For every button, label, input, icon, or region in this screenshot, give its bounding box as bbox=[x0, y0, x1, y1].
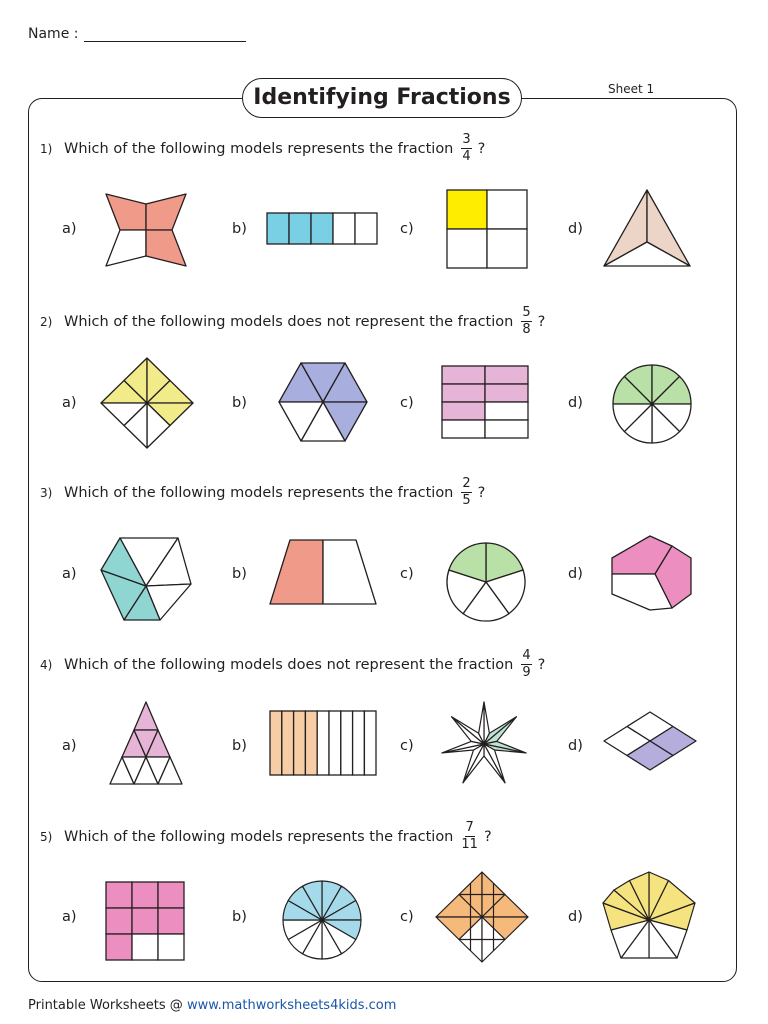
q4-option-d-label: d) bbox=[568, 738, 583, 754]
q3-hexagon-model[interactable] bbox=[608, 532, 694, 612]
question-2 bbox=[40, 306, 545, 337]
q4-rhombus-model[interactable] bbox=[602, 710, 698, 772]
q1-option-b-label: b) bbox=[232, 221, 247, 237]
q3-option-b-label: b) bbox=[232, 566, 247, 582]
question-mark: ? bbox=[483, 828, 492, 845]
q3-trapezoid-model[interactable] bbox=[268, 538, 378, 606]
fraction bbox=[521, 649, 531, 680]
q1-bar-model[interactable] bbox=[266, 212, 380, 246]
name-label: Name : bbox=[28, 26, 79, 42]
q4-option-a-label: a) bbox=[62, 738, 77, 754]
q5-option-a-label: a) bbox=[62, 909, 77, 925]
footer-site-link[interactable]: www.mathworksheets4kids.com bbox=[186, 998, 397, 1013]
question-text: Which of the following models represents the fraction bbox=[64, 484, 454, 501]
fraction bbox=[461, 477, 471, 508]
question-5 bbox=[40, 821, 492, 852]
q2-option-c-label: c) bbox=[400, 395, 414, 411]
worksheet-title: Identifying Fractions bbox=[242, 78, 522, 118]
question-mark: ? bbox=[537, 313, 546, 330]
fraction-denominator: 5 bbox=[462, 493, 471, 508]
q5-diamond-model[interactable] bbox=[434, 870, 530, 964]
question-text: Which of the following models represents the fraction bbox=[64, 140, 454, 157]
question-3 bbox=[40, 477, 485, 508]
q3-pentagon-model[interactable] bbox=[98, 534, 194, 624]
footer bbox=[28, 998, 396, 1013]
question-text: Which of the following models represents the fraction bbox=[64, 828, 454, 845]
q4-triangle-grid-model[interactable] bbox=[96, 700, 196, 786]
q2-hexagon-model[interactable] bbox=[276, 360, 370, 444]
q3-option-c-label: c) bbox=[400, 566, 414, 582]
fraction-denominator: 11 bbox=[461, 837, 478, 852]
q2-option-b-label: b) bbox=[232, 395, 247, 411]
fraction-numerator: 3 bbox=[462, 132, 471, 147]
q2-option-a-label: a) bbox=[62, 395, 77, 411]
question-mark: ? bbox=[537, 656, 546, 673]
question-text: Which of the following models does not represent the fraction bbox=[64, 313, 514, 330]
question-text: Which of the following models does not represent the fraction bbox=[64, 656, 514, 673]
question-number: 4) bbox=[40, 657, 53, 672]
fraction bbox=[521, 306, 531, 337]
question-number: 2) bbox=[40, 314, 53, 329]
question-number: 1) bbox=[40, 141, 53, 156]
q5-option-d-label: d) bbox=[568, 909, 583, 925]
question-1 bbox=[40, 133, 485, 164]
fraction-numerator: 5 bbox=[522, 305, 531, 320]
q1-square-model[interactable] bbox=[446, 189, 528, 269]
name-field-row bbox=[28, 26, 246, 42]
q1-triangle-model[interactable] bbox=[601, 188, 693, 270]
fraction-numerator: 2 bbox=[462, 476, 471, 491]
q4-option-c-label: c) bbox=[400, 738, 414, 754]
q5-pentagon-model[interactable] bbox=[600, 870, 698, 962]
question-4 bbox=[40, 649, 545, 680]
fraction-denominator: 8 bbox=[522, 322, 531, 337]
question-number: 3) bbox=[40, 485, 53, 500]
q5-grid-model[interactable] bbox=[104, 880, 186, 962]
q1-option-a-label: a) bbox=[62, 221, 77, 237]
q3-option-a-label: a) bbox=[62, 566, 77, 582]
q2-rhombus-model[interactable] bbox=[98, 356, 196, 450]
fraction-numerator: 4 bbox=[522, 648, 531, 663]
q3-option-d-label: d) bbox=[568, 566, 583, 582]
q2-grid-model[interactable] bbox=[440, 364, 530, 440]
q5-circle-model[interactable] bbox=[280, 878, 364, 962]
footer-prefix: Printable Worksheets @ bbox=[28, 998, 183, 1013]
question-mark: ? bbox=[477, 140, 486, 157]
question-number: 5) bbox=[40, 829, 53, 844]
q1-option-c-label: c) bbox=[400, 221, 414, 237]
q4-star-model[interactable] bbox=[438, 698, 530, 790]
q2-option-d-label: d) bbox=[568, 395, 583, 411]
q4-bar-model[interactable] bbox=[268, 709, 378, 777]
fraction-denominator: 9 bbox=[522, 665, 531, 680]
q1-bowtie-model[interactable] bbox=[102, 190, 192, 270]
q5-option-b-label: b) bbox=[232, 909, 247, 925]
question-mark: ? bbox=[477, 484, 486, 501]
q4-option-b-label: b) bbox=[232, 738, 247, 754]
fraction-denominator: 4 bbox=[462, 149, 471, 164]
q2-circle-model[interactable] bbox=[610, 362, 694, 446]
name-blank-line[interactable] bbox=[84, 27, 246, 42]
q3-circle-model[interactable] bbox=[444, 540, 528, 624]
q5-option-c-label: c) bbox=[400, 909, 414, 925]
fraction bbox=[461, 133, 471, 164]
q1-option-d-label: d) bbox=[568, 221, 583, 237]
fraction-numerator: 7 bbox=[465, 820, 474, 835]
sheet-number: Sheet 1 bbox=[608, 82, 655, 96]
fraction bbox=[461, 821, 478, 852]
